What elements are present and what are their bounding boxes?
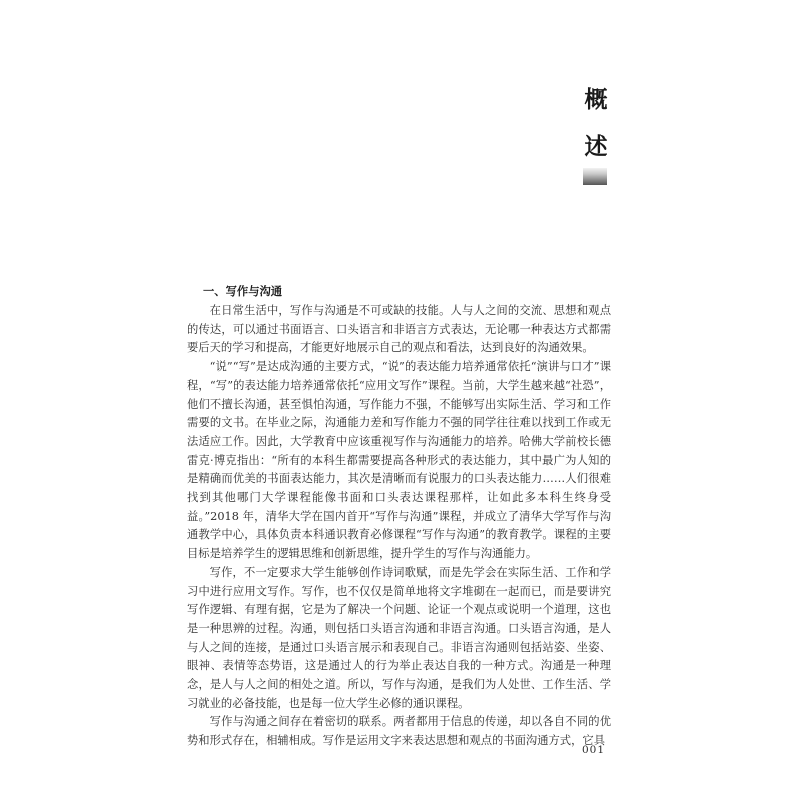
section-heading: 一、写作与沟通 bbox=[203, 284, 283, 298]
body-text bbox=[187, 280, 611, 751]
paragraph-4: 写作与沟通之间存在着密切的联系。两者都用于信息的传递，却以各自不同的优势和形式存在，相辅相成。写作是运用文字来表达思想和观点的书面沟通方式，它具 bbox=[187, 715, 611, 748]
paragraph-3: 写作，不一定要求大学生能够创作诗词歌赋，而是先学会在实际生活、工作和学习中进行应用文写作。写作，也不仅仅是简单地将文字堆砌在一起而已，而是要讲究写作逻辑、有理有据，它是为了解决一个问题、论证一个观点或说明一个道理，这也是一种思辨的过程。沟通，则包括口头语言沟通和非语言沟通。口头语言沟通，是人与人之间的连接，是通过口头语言展示和表现自己。非语言沟通则包括站姿、坐姿、眼神、表情等态势语，这是通过人的行为举止表达自我的一种方式。沟通是一种理念，是人与人之间的相处之道。所以，写作与沟通，是我们为人处世、工作生活、学习就业的必备技能，也是每一位大学生必修的通识课程。 bbox=[187, 565, 611, 710]
chapter-title-char-2: 述 bbox=[584, 133, 608, 160]
page-number: 001 bbox=[582, 744, 606, 756]
paragraph-1: 在日常生活中，写作与沟通是不可或缺的技能。人与人之间的交流、思想和观点的传达，可以通过书面语言、口头语言和非语言方式表达，无论哪一种表达方式都需要后天的学习和提高，才能更好地展示自己的观点和看法，达到良好的沟通效果。 bbox=[187, 304, 611, 355]
paragraph-2: “说”“写”是达成沟通的主要方式，“说”的表达能力培养通常依托“演讲与口才”课程，“写”的表达能力培养通常依托“应用文写作”课程。当前，大学生越来越“社恐”，他们不擅长沟通，甚至惧怕沟通，写作能力不强，不能够写出实际生活、学习和工作需要的文书。在毕业之际，沟通能力差和写作能力不强的同学往往难以找到工作或无法适应工作。因此，大学教育中应该重视写作与沟通能力的培养。哈佛大学前校长德雷克·博克指出：“所有的本科生都需要提高各种形式的表达能力，其中最广为人知的是精确而优美的书面表达能力，其次是清晰而有说服力的口头表达能力……人们很难找到其他哪门大学课程能像书面和口头表达课程那样，让如此多本科生终身受益。”2018 年，清华大学在国内首开“写作与沟通”课程，并成立了清华大学写作与沟通教学中心，具体负责本科通识教育必修课程“写作与沟通”的教育教学。课程的主要目标是培养学生的逻辑思维和创新思维，提升学生的写作与沟通能力。 bbox=[187, 360, 611, 561]
chapter-title-char-1: 概 bbox=[584, 86, 608, 113]
title-gradient-bar bbox=[583, 168, 607, 185]
